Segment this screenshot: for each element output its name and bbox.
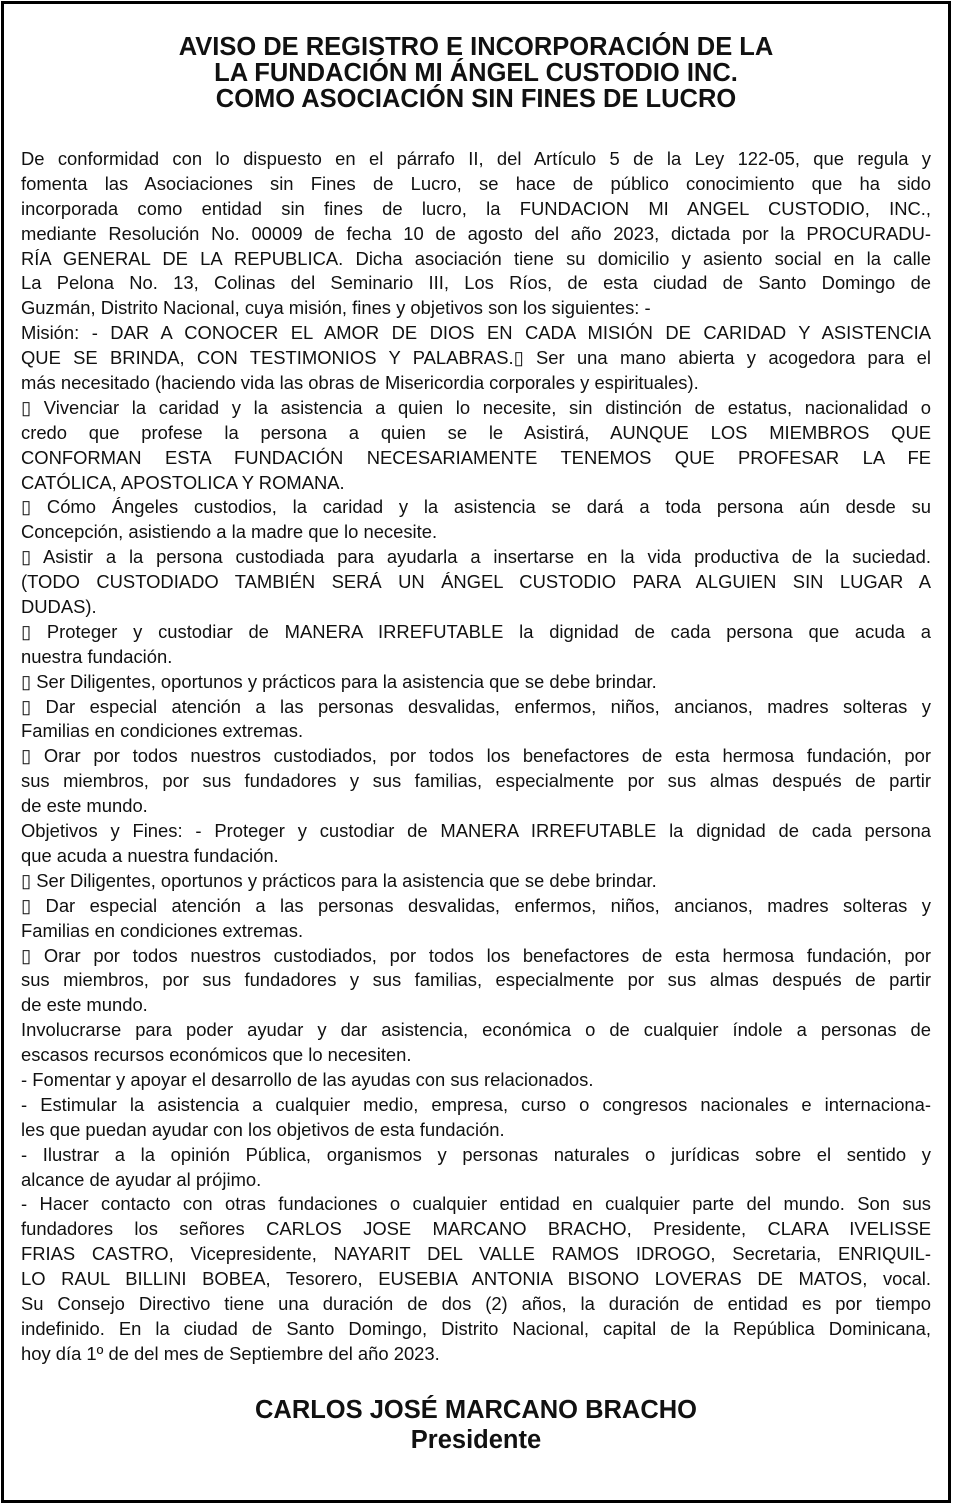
signatory-name: CARLOS JOSÉ MARCANO BRACHO bbox=[254, 1396, 698, 1424]
body-line: mediante Resolución No. 00009 de fecha 10 de agosto del año 2023, dictada por la PROCURADU- bbox=[21, 222, 931, 244]
title-line: AVISO DE REGISTRO E INCORPORACIÓN DE LA bbox=[178, 33, 774, 61]
body-line: DUDAS). bbox=[21, 596, 97, 618]
body-line: Misión: - DAR A CONOCER EL AMOR DE DIOS EN CADA MISIÓN DE CARIDAD Y ASISTENCIA bbox=[21, 322, 931, 344]
body-line: sus miembros, por sus fundadores y sus familias, especialmente por sus almas después de partir bbox=[21, 969, 931, 991]
body-line: - Fomentar y apoyar el desarrollo de las ayudas con sus relacionados. bbox=[21, 1068, 594, 1090]
body-line: - Estimular la asistencia a cualquier medio, empresa, curso o congresos nacionales e internaciona- bbox=[21, 1093, 931, 1115]
body-line: ▯ Orar por todos nuestros custodiados, por todos los benefactores de esta hermosa fundación, por bbox=[21, 944, 931, 966]
body-line: nuestra fundación. bbox=[21, 645, 173, 667]
body-line: que acuda a nuestra fundación. bbox=[21, 844, 279, 866]
body-line: alcance de ayudar al prójimo. bbox=[21, 1168, 262, 1190]
body-line: fomenta las Asociaciones sin Fines de Lucro, se hace de público conocimiento que ha sido bbox=[21, 172, 931, 194]
body-line: ▯ Orar por todos nuestros custodiados, por todos los benefactores de esta hermosa fundación, por bbox=[21, 745, 931, 767]
body-line: LO RAUL BILLINI BOBEA, Tesorero, EUSEBIA ANTONIA BISONO LOVERAS DE MATOS, vocal. bbox=[21, 1268, 931, 1290]
body-line: - Ilustrar a la opinión Pública, organismos y personas naturales o jurídicas sobre el sentido y bbox=[21, 1143, 931, 1165]
body-line: ▯ Asistir a la persona custodiada para ayudarla a insertarse en la vida productiva de la suciedad. bbox=[21, 546, 931, 568]
body-line: hoy día 1º de del mes de Septiembre del año 2023. bbox=[21, 1342, 440, 1364]
body-line: - Hacer contacto con otras fundaciones o cualquier entidad en cualquier parte del mundo. Son sus bbox=[21, 1193, 931, 1215]
body-line: La Pelona No. 13, Colinas del Seminario III, Los Ríos, de esta ciudad de Santo Domingo de bbox=[21, 272, 931, 294]
body-line: fundadores los señores CARLOS JOSE MARCANO BRACHO, Presidente, CLARA IVELISSE bbox=[21, 1218, 931, 1240]
body-line: (TODO CUSTODIADO TAMBIÉN SERÁ UN ÁNGEL CUSTODIO PARA ALGUIEN SIN LUGAR A bbox=[21, 571, 931, 593]
body-line: sus miembros, por sus fundadores y sus familias, especialmente por sus almas después de partir bbox=[21, 770, 931, 792]
body-line: incorporada como entidad sin fines de lucro, la FUNDACION MI ANGEL CUSTODIO, INC., bbox=[21, 197, 931, 219]
body-line: ▯ Cómo Ángeles custodios, la caridad y la asistencia se dará a toda persona aún desde su bbox=[21, 496, 931, 518]
body-line: más necesitado (haciendo vida las obras de Misericordia corporales y espirituales). bbox=[21, 372, 699, 394]
notice-body bbox=[21, 147, 931, 1367]
notice-title bbox=[4, 34, 948, 112]
body-line: de este mundo. bbox=[21, 994, 148, 1016]
body-line: ▯ Vivenciar la caridad y la asistencia a quien lo necesite, sin distinción de estatus, nacionalidad o bbox=[21, 396, 931, 418]
title-line: LA FUNDACIÓN MI ÁNGEL CUSTODIO INC. bbox=[214, 59, 738, 87]
signature-block bbox=[4, 1395, 948, 1455]
body-line: Familias en condiciones extremas. bbox=[21, 919, 304, 941]
body-line: Su Consejo Directivo tiene una duración de dos (2) años, la duración de entidad es por tiempo bbox=[21, 1292, 931, 1314]
title-line: COMO ASOCIACIÓN SIN FINES DE LUCRO bbox=[215, 85, 737, 113]
body-line: de este mundo. bbox=[21, 795, 148, 817]
body-line: indefinido. En la ciudad de Santo Domingo, Distrito Nacional, capital de la República Dominicana, bbox=[21, 1317, 931, 1339]
body-line: escasos recursos económicos que lo necesiten. bbox=[21, 1044, 412, 1066]
legal-notice bbox=[1, 1, 951, 1503]
body-line: Familias en condiciones extremas. bbox=[21, 720, 304, 742]
body-line: Concepción, asistiendo a la madre que lo necesite. bbox=[21, 521, 438, 543]
body-line: les que puedan ayudar con los objetivos de esta fundación. bbox=[21, 1118, 505, 1140]
signatory-role: Presidente bbox=[410, 1426, 542, 1454]
body-line: CONFORMAN ESTA FUNDACIÓN NECESARIAMENTE TENEMOS QUE PROFESAR LA FE bbox=[21, 446, 931, 468]
body-line: Guzmán, Distrito Nacional, cuya misión, fines y objetivos son los siguientes: - bbox=[21, 297, 651, 319]
body-line: ▯ Dar especial atención a las personas desvalidas, enfermos, niños, ancianos, madres solteras y bbox=[21, 894, 931, 916]
body-line: QUE SE BRINDA, CON TESTIMONIOS Y PALABRAS.▯ Ser una mano abierta y acogedora para el bbox=[21, 347, 931, 369]
body-line: ▯ Ser Diligentes, oportunos y prácticos para la asistencia que se debe brindar. bbox=[21, 670, 657, 692]
body-line: CATÓLICA, APOSTOLICA Y ROMANA. bbox=[21, 471, 345, 493]
body-line: ▯ Proteger y custodiar de MANERA IRREFUTABLE la dignidad de cada persona que acuda a bbox=[21, 620, 931, 642]
body-line: ▯ Dar especial atención a las personas desvalidas, enfermos, niños, ancianos, madres solteras y bbox=[21, 695, 931, 717]
body-line: FRIAS CASTRO, Vicepresidente, NAYARIT DEL VALLE RAMOS IDROGO, Secretaria, ENRIQUIL- bbox=[21, 1243, 931, 1265]
body-line: De conformidad con lo dispuesto en el párrafo II, del Artículo 5 de la Ley 122-05, que regula y bbox=[21, 148, 931, 169]
body-line: Involucrarse para poder ayudar y dar asistencia, económica o de cualquier índole a personas de bbox=[21, 1019, 931, 1041]
body-line: credo que profese la persona a quien se le Asistirá, AUNQUE LOS MIEMBROS QUE bbox=[21, 421, 931, 443]
body-line: Objetivos y Fines: - Proteger y custodiar de MANERA IRREFUTABLE la dignidad de cada persona bbox=[21, 820, 931, 842]
body-line: RÍA GENERAL DE LA REPUBLICA. Dicha asociación tiene su domicilio y asiento social en la calle bbox=[21, 247, 931, 269]
body-line: ▯ Ser Diligentes, oportunos y prácticos para la asistencia que se debe brindar. bbox=[21, 869, 657, 891]
